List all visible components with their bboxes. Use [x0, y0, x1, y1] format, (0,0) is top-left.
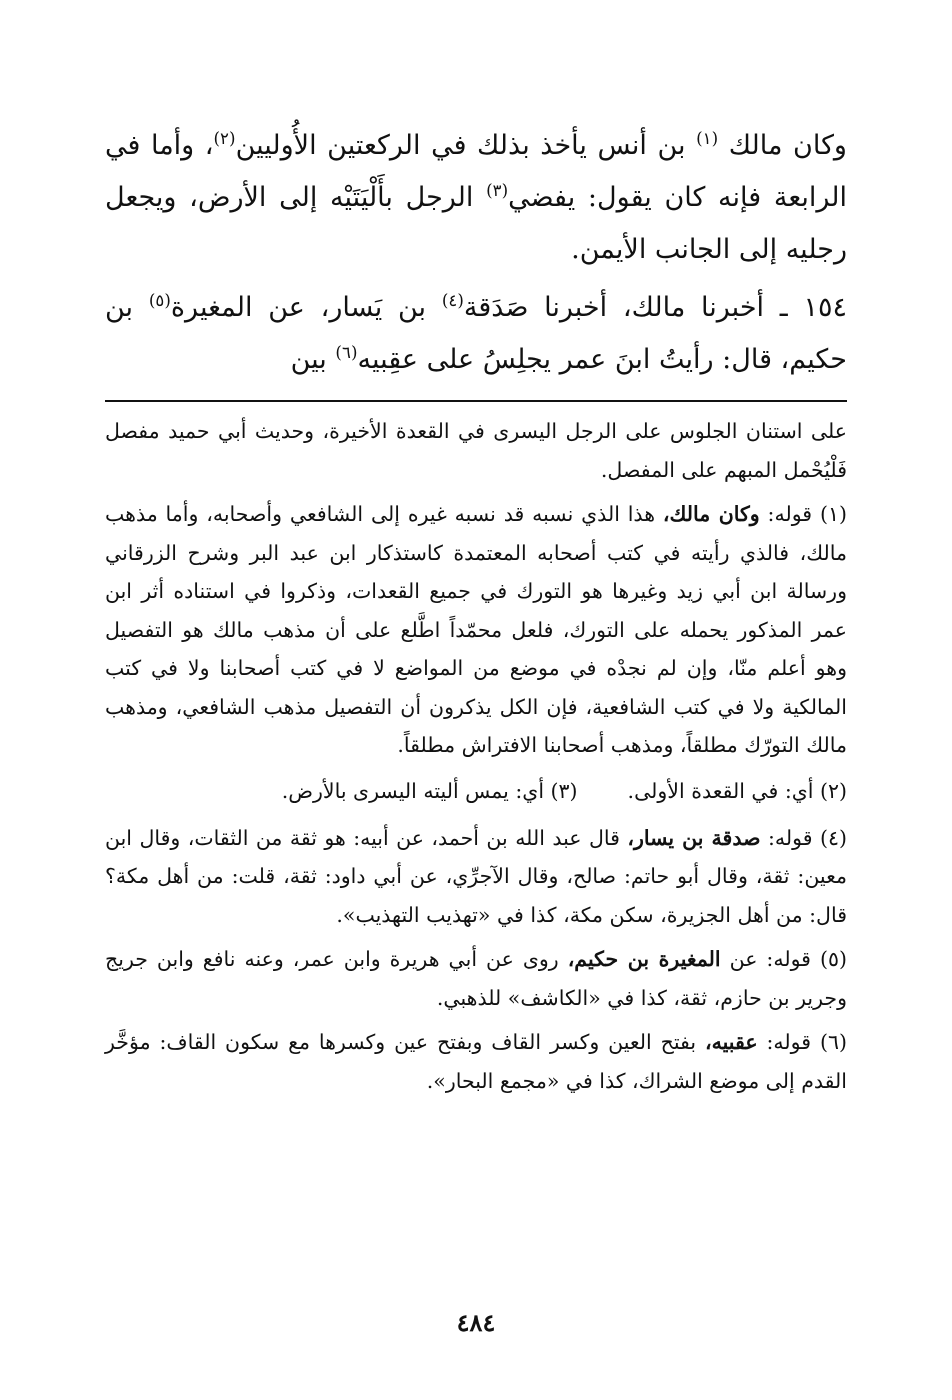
footnote-divider [105, 400, 847, 402]
footnote-row-2-3 [105, 771, 847, 811]
footnote-bold-term: وكان مالك، [662, 502, 760, 526]
footnote-text: هذا الذي نسبه قد نسبه غيره إلى الشافعي وأصحابه، وأما مذهب مالك، فالذي رأيته في كتب أصحابه المعتمدة كاستذكار ابن عبد البر وشرح الزرقاني ورسالة ابن أبي زيد وغيرها هو التورك في جميع القعدات، وذكروا في استناده أثر ابن عمر المذكور يحمله على التورك، فلعل محمّداً اطَّلع على أن مذهب مالك هو التفصيل وهو أعلم منّا، وإن لم نجدْه في موضع من المواضع لا في كتب أصحابنا ولا في كتب المالكية ولا في كتب الشافعية، فإن الكل يذكرون أن التفصيل مذهب الشافعي، ومذهب مالك التورّك مطلقاً، ومذهب أصحابنا الافتراش مطلقاً. [105, 502, 847, 757]
main-text-run: بن حكيم، قال: رأيتُ ابنَ عمر يجلِسُ على عقِبيه [105, 292, 847, 375]
main-text-run: بن يَسار، عن المغيرة [170, 292, 427, 323]
main-text [105, 120, 847, 386]
footnote-lead: قوله: عن [729, 947, 811, 971]
footnote-number: (١) [819, 502, 847, 526]
footnote-number: (٦) [819, 1030, 847, 1054]
main-text-run: بين [290, 344, 327, 375]
footnote-5 [105, 940, 847, 1017]
footnote-bold-term: صدقة بن يسار، [627, 825, 761, 850]
footnote-text: قال عبد الله بن أحمد، عن أبيه: هو ثقة من الثقات، وقال ابن معين: ثقة، وقال أبو حاتم: صالح، وقال الآجرِّي، عن أبي داود: ثقة، قلت: من أهل مكة؟ قال: من أهل الجزيرة، سكن مكة، كذا في «تهذيب التهذيب». [105, 825, 847, 927]
footnote-ref-6: (٦) [335, 342, 358, 362]
main-text-run: ، وأما في الرابعة فإنه كان يقول: يفضي [105, 130, 847, 213]
footnote-bold-term: عقبيه، [705, 1030, 758, 1054]
footnote-3: (٣) أي: يمس أليته اليسرى بالأرض. [281, 778, 578, 803]
footnote-4 [105, 819, 847, 935]
footnote-ref-3: (٣) [486, 180, 509, 200]
footnotes [105, 412, 847, 1100]
footnote-6 [105, 1023, 847, 1100]
page-number: ٤٨٤ [456, 1308, 496, 1337]
footnote-carryover: على استنان الجلوس على الرجل اليسرى في القعدة الأخيرة، وحديث أبي حميد مفصل فَلْيُحْمل المبهم على المفصل. [105, 419, 847, 482]
footnote-lead: قوله: [767, 825, 813, 850]
main-text-run: ١٥٤ ـ أخبرنا مالك، أخبرنا صَدَقة [463, 292, 847, 323]
footnote-lead: قوله: [767, 502, 813, 526]
footnote-ref-1: (١) [696, 128, 719, 148]
footnote-1 [105, 495, 847, 765]
main-paragraph-2 [105, 282, 847, 386]
footnote-bold-term: المغيرة بن حكيم، [567, 947, 721, 971]
main-paragraph-1 [105, 120, 847, 276]
footnote-text: بفتح العين وكسر القاف وبفتح عين وكسرها مع سكون القاف: مؤخَّر القدم إلى موضع الشراك، كذا في «مجمع البحار». [105, 1030, 847, 1093]
main-text-run: وكان مالك [728, 130, 847, 161]
footnote-text: روى عن أبي هريرة وابن عمر، وعنه نافع وابن جريج وجرير بن حازم، ثقة، كذا في «الكاشف» للذهبي. [105, 947, 847, 1010]
main-text-run: بن أنس يأخذ بذلك في الركعتين الأُوليين [235, 130, 686, 161]
page-body [105, 120, 847, 1106]
footnote-lead: قوله: [766, 1030, 812, 1054]
footnote-2: (٢) أي: في القعدة الأولى. [627, 778, 847, 803]
main-text-run: الرجل بأَلْيَتَيْه إلى الأرض، ويجعل رجليه إلى الجانب الأيمن. [105, 182, 847, 265]
footnote-ref-4: (٤) [441, 290, 464, 310]
footnote-number: (٤) [819, 825, 847, 850]
footnote-ref-2: (٢) [213, 128, 236, 148]
footnote-ref-5: (٥) [148, 290, 171, 310]
footnote-number: (٥) [819, 947, 847, 971]
